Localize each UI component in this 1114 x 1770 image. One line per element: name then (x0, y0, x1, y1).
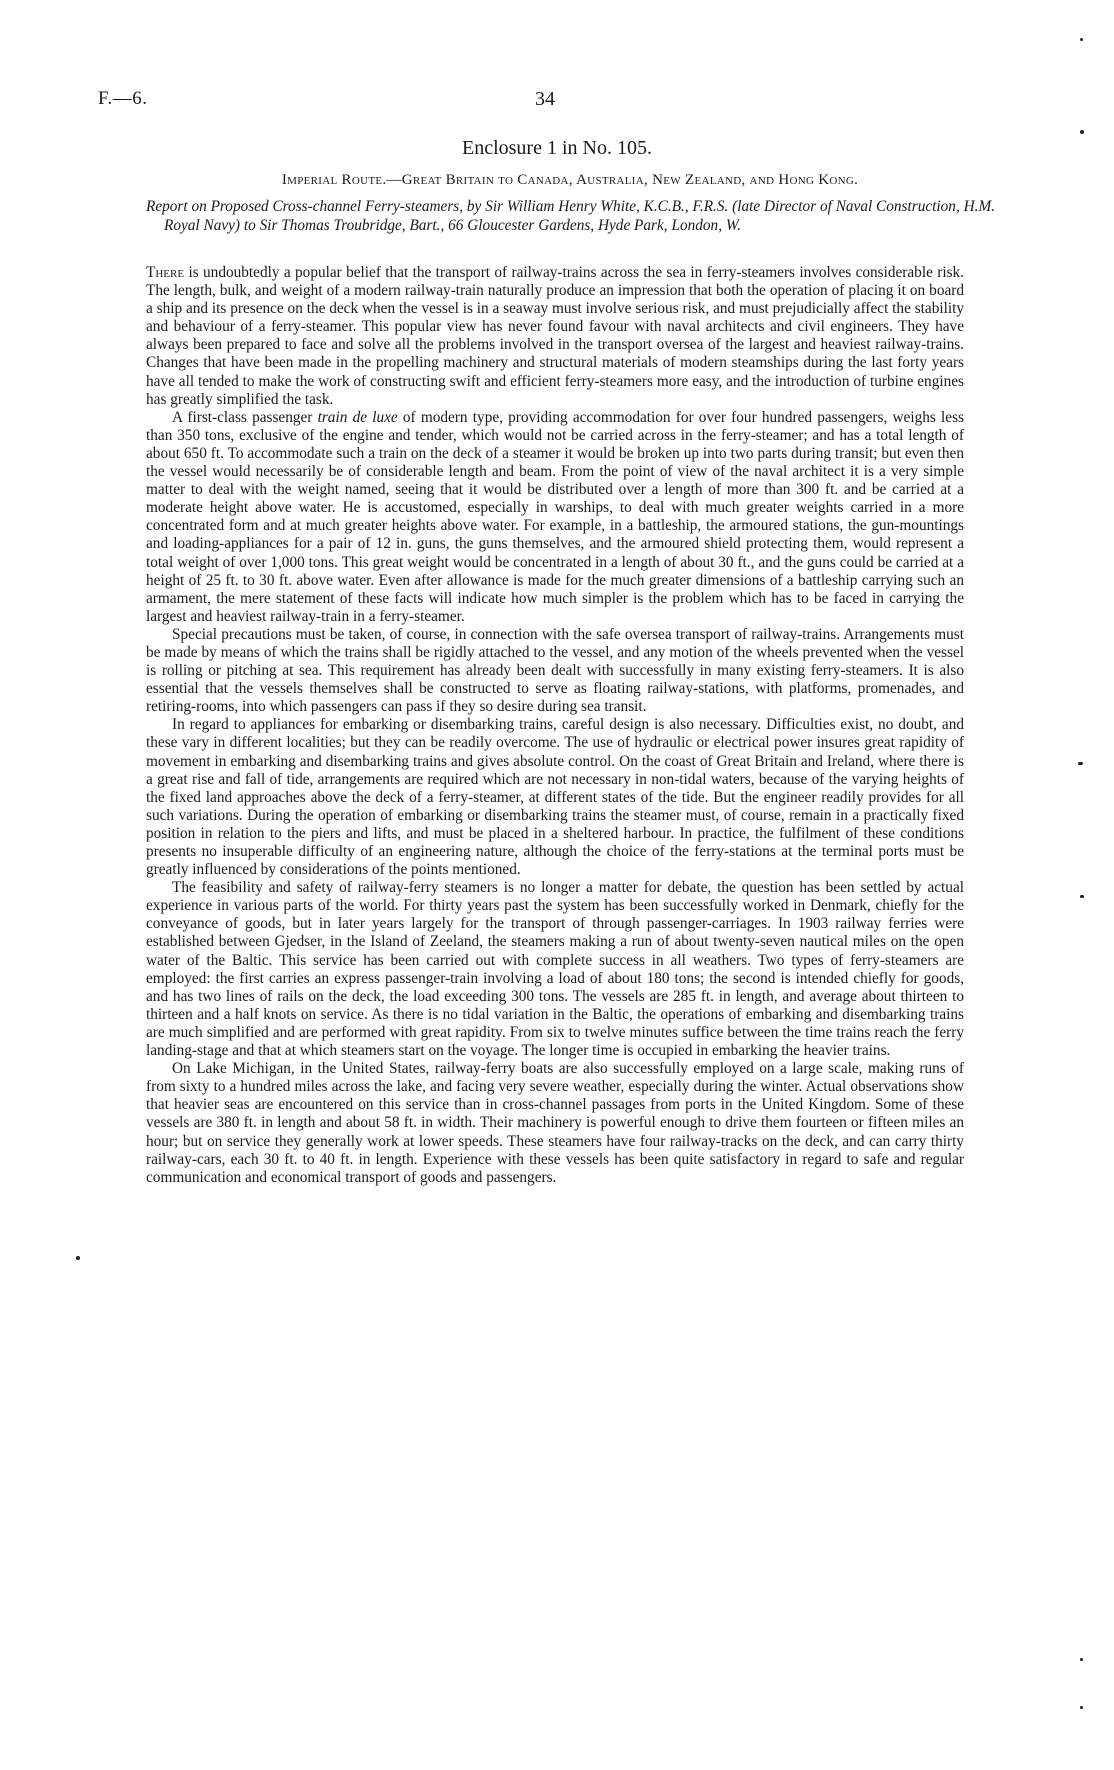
paragraph-1 (146, 264, 964, 409)
paragraph-1-lead: There (146, 264, 185, 281)
paragraph-2-text-a: A first-class passenger (172, 408, 318, 426)
paragraph-6: On Lake Michigan, in the United States, railway-ferry boats are also successfully employed on a large scale, making runs of from sixty to a hundred miles across the lake, and facing very severe weather, especially during the winter. Actual observations show that heavier seas are encountered on this service than in cross-channel passages from ports in the United Kingdom. Some of these vessels are 380 ft. in length and about 58 ft. in width. Their machinery is powerful enough to drive them fourteen or fifteen miles an hour; but on service they generally work at lower speeds. These steamers have four railway-tracks on the deck, and can carry thirty railway-cars, each 30 ft. to 40 ft. in length. Experience with these vessels has been quite satisfactory in regard to safe and regular communication and economical transport of goods and passengers. (146, 1060, 964, 1186)
paragraph-2-italic: train de luxe (317, 408, 398, 426)
scan-speck (1080, 130, 1084, 134)
paragraph-1-text: is undoubtedly a popular belief that the transport of railway-trains across the sea in ferry-steamers involves considerable risk. The length, bulk, and weight of a modern railway-train naturally produce an impression that both the operation of placing it on board a ship and its presence on the deck when the vessel is in a seaway must involve serious risk, and must prejudicially affect the stability and behaviour of a ferry-steamer. This popular view has never found favour with naval architects and civil engineers. They have always been prepared to face and solve all the problems involved in the transport oversea of the largest and heaviest railway-trains. Changes that have been made in the propelling machinery and structural materials of modern steamships during the last forty years have all tended to make the work of constructing swift and efficient ferry-steamers more easy, and the introduction of turbine engines has greatly simplified the task. (146, 264, 964, 408)
enclosure-title: Enclosure 1 in No. 105. (462, 137, 652, 159)
document-reference: F.—6. (98, 88, 148, 109)
scan-speck (1080, 38, 1083, 41)
scan-speck (1078, 762, 1083, 765)
scan-speck (1080, 895, 1084, 898)
scan-speck (1080, 1706, 1083, 1709)
paragraph-2 (146, 409, 964, 626)
page-number: 34 (535, 88, 555, 110)
paragraph-5: The feasibility and safety of railway-ferry steamers is no longer a matter for debate, the question has been settled by actual experience in various parts of the world. For thirty years past the system has been successfully worked in Denmark, chiefly for the conveyance of goods, but in later years largely for the transport of through passenger-carriages. In 1903 railway ferries were established between Gjedser, in the Island of Zeeland, the steamers making a run of about twenty-seven nautical miles on the open water of the Baltic. This service has been carried out with complete success in all weathers. Two types of ferry-steamers are employed: the first carries an express passenger-train involving a load of about 180 tons; the second is intended chiefly for goods, and has two lines of rails on the deck, the load exceeding 300 tons. The vessels are 285 ft. in length, and average about thirteen to thirteen and a half knots on service. As there is no tidal variation in the Baltic, the operations of embarking and disembarking trains are much simplified and are performed with great rapidity. From six to twelve minutes suffice between the time trains reach the ferry landing-stage and that at which steamers start on the voyage. The longer time is occupied in embarking the heavier trains. (146, 879, 964, 1060)
scan-speck (76, 1256, 80, 1260)
report-title: Report on Proposed Cross-channel Ferry-steamers, by Sir William Henry White, K.C.B., F.R.S. (late Director of Naval Construction, H.M. Royal Navy) to Sir Thomas Troubridge, Bart., 66 Gloucester Gardens, Hyde Park, London, W. (146, 198, 996, 234)
paragraph-4: In regard to appliances for embarking or disembarking trains, careful design is also necessary. Difficulties exist, no doubt, and these vary in different localities; but they can be readily overcome. The use of hydraulic or electrical power insures great rapidity of movement in embarking and disembarking trains and gives absolute control. On the coast of Great Britain and Ireland, where there is a great rise and fall of tide, arrangements are required which are not necessary in non-tidal waters, because of the varying heights of the fixed land approaches above the deck of a ferry-steamer, at different states of the tide. But the engineer readily provides for all such variations. During the operation of embarking or disembarking trains the steamer must, of course, remain in a practically fixed position in relation to the piers and lifts, and must be placed in a sheltered harbour. In practice, the fulfilment of these conditions presents no insuperable difficulty of an engineering nature, although the choice of the ferry-stations at the terminal ports must be greatly influenced by considerations of the points mentioned. (146, 716, 964, 879)
document-body (146, 264, 964, 1187)
paragraph-3: Special precautions must be taken, of course, in connection with the safe oversea transport of railway-trains. Arrangements must be made by means of which the trains shall be rigidly attached to the vessel, and any motion of the wheels prevented when the vessel is rolling or pitching at sea. This requirement has already been dealt with successfully in many existing ferry-steamers. It is also essential that the vessels themselves shall be constructed to serve as floating railway-stations, with platforms, promenades, and retiring-rooms, into which passengers can pass if they so desire during sea transit. (146, 625, 964, 716)
scan-speck (1080, 1658, 1083, 1661)
paragraph-2-text-b: of modern type, providing accommodation for over four hundred passengers, weighs less than 350 tons, exclusive of the engine and tender, which would not be carried across in the ferry-steamer; and has a total length of about 650 ft. To accommodate such a train on the deck of a steamer it would be broken up into two parts during transit; but even then the vessel would necessarily be of considerable length and beam. From the point of view of the naval architect it is a very simple matter to deal with the weight named, seeing that it would be distributed over a length of more than 300 ft. and be carried at a moderate height above water. He is accustomed, especially in warships, to deal with much greater weights carried in a more concentrated form and at much greater heights above water. For example, in a battleship, the armoured stations, the gun-mountings and loading-appliances for a pair of 12 in. guns, the guns themselves, and the armoured shield protecting them, would represent a total weight of over 1,000 tons. This great weight would be concentrated in a length of about 30 ft., and the guns could be carried at a height of 25 ft. to 30 ft. above water. Even after allowance is made for the much greater dimensions of a battleship carrying such an armament, the mere statement of these facts will indicate how much simpler is the problem which has to be faced in carrying the largest and heaviest railway-train in a ferry-steamer. (146, 408, 964, 625)
route-heading: Imperial Route.—Great Britain to Canada, Australia, New Zealand, and Hong Kong. (281, 172, 859, 188)
